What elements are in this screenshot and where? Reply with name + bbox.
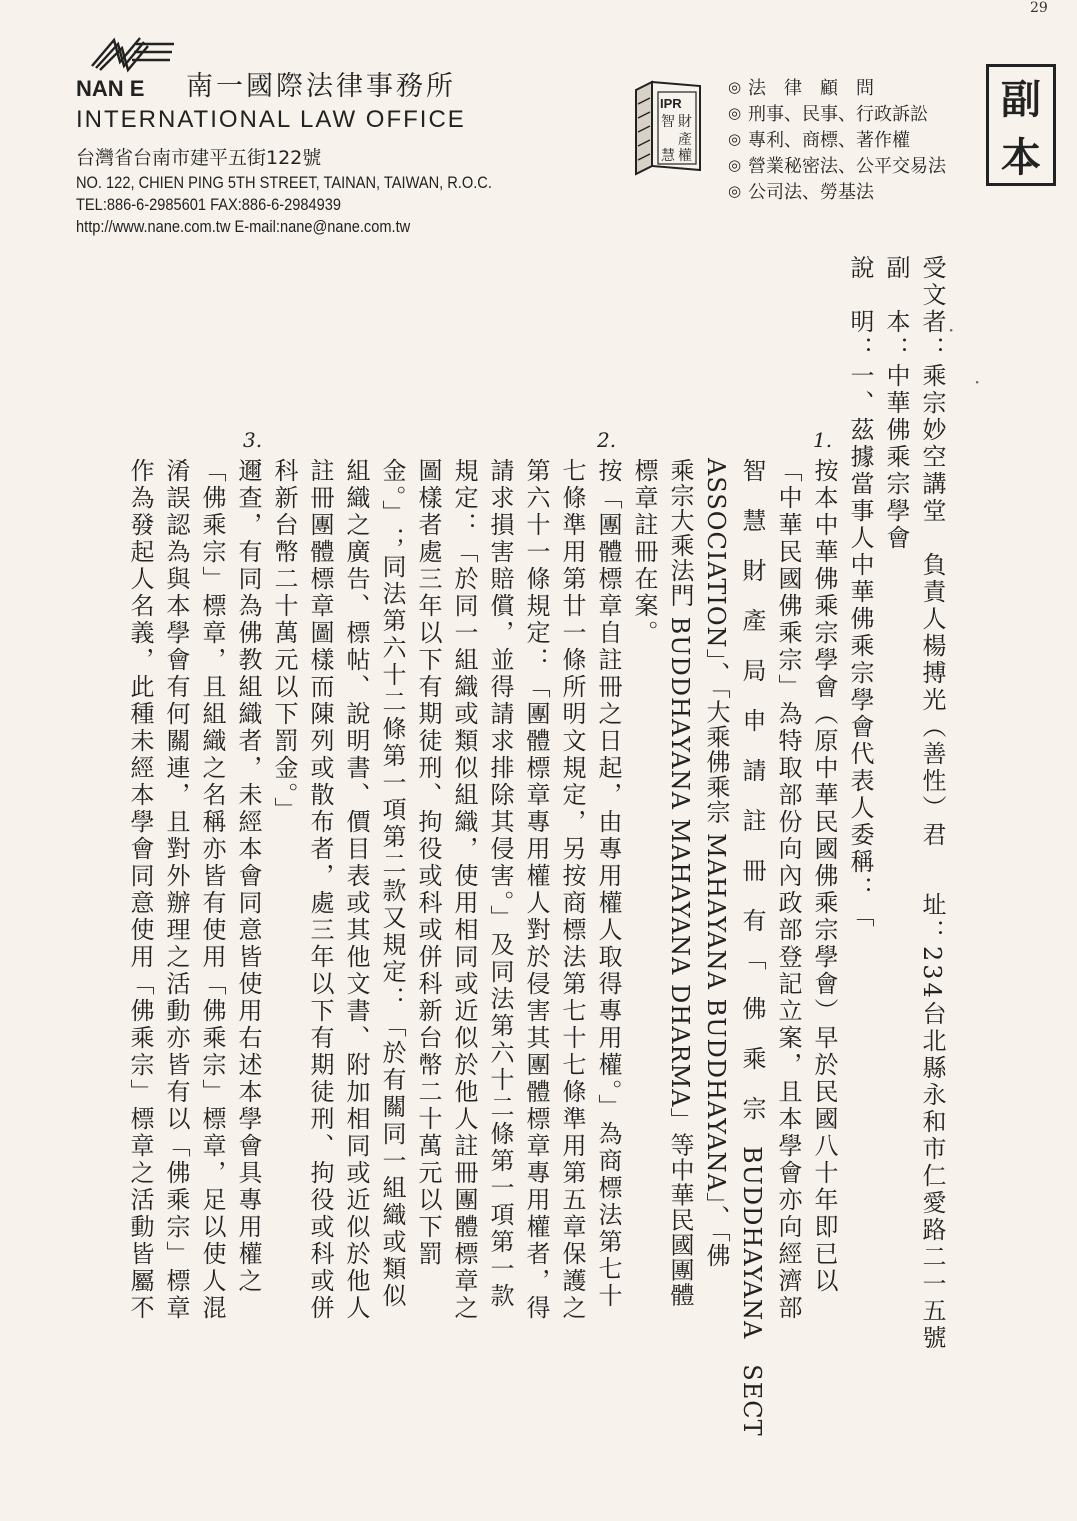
paragraph-number: 2. <box>597 428 617 452</box>
paragraph-line: 科新台幣二十萬元以下罰金。」 <box>270 458 298 824</box>
svg-text:IPR: IPR <box>660 96 682 111</box>
copy-stamp: 副 本 <box>986 64 1056 186</box>
scan-speck: · <box>948 318 955 342</box>
bullet-icon: ◎ <box>728 130 742 148</box>
service-item: ◎ 營業秘密法、公平交易法 <box>728 156 946 177</box>
page-corner-mark: 29 <box>1030 0 1048 16</box>
paragraph-line: 組織之廣告、標帖、說明書、價目表或其他文書、附加相同或近似於他人 <box>342 458 370 1322</box>
recipient-line: 受文者：乘宗妙空講堂 負責人楊搏光（善性）君 <box>918 255 946 849</box>
firm-name: 南一國際法律事務所 <box>186 71 456 102</box>
service-item: ◎ 公司法、勞基法 <box>728 182 874 203</box>
paragraph-line: 圖樣者處三年以下有期徒刑、拘役或科或併科新台幣二十萬元以下罰 <box>414 458 442 1268</box>
svg-text:智: 智 <box>661 114 675 130</box>
paragraph-line: 第六十一條規定：「團體標章專用權人對於侵害其團體標章專用權者，得 <box>522 458 550 1322</box>
firm-name-en: INTERNATIONAL LAW OFFICE <box>76 106 466 133</box>
paragraph-line: 「中華民國佛乘宗」為特取部份向內政部登記立案，且本學會亦向經濟部 <box>774 458 802 1322</box>
bullet-icon: ◎ <box>728 182 742 200</box>
paragraph-line: 註冊團體標章圖樣而陳列或散布者，處三年以下有期徒刑、拘役或科或併 <box>306 458 334 1322</box>
paragraph-line: 按「團體標章自註冊之日起，由專用權人取得專用權。」為商標法第七十 <box>594 458 622 1310</box>
firm-address-en: NO. 122, CHIEN PING 5TH STREET, TAINAN, TAIWAN, R.O.C. <box>76 173 492 192</box>
address-line: 址：234台北縣永和市仁愛路二一五號 <box>918 892 946 1352</box>
ipr-book-icon <box>630 80 706 176</box>
paragraph-line: 邇查，有同為佛教組織者，未經本會同意皆使用右述本學會具專用權之 <box>234 458 262 1295</box>
service-item: ◎ 刑事、民事、行政訴訟 <box>728 104 928 125</box>
scan-speck: · <box>974 370 981 394</box>
intro-line: 說 明：一、茲據當事人中華佛乘宗學會代表人委稱：「 <box>846 255 874 930</box>
svg-text:財: 財 <box>678 114 692 130</box>
paragraph-line: 標章註冊在案。 <box>630 458 658 647</box>
paragraph-line: 請求損害賠償，並得請求排除其侵害。」及同法第六十二條第一項第一款 <box>486 458 514 1310</box>
firm-phone-fax: TEL:886-6-2985601 FAX:886-6-2984939 <box>76 195 341 214</box>
paragraph-line: 「佛乘宗」標章，且組織之名稱亦皆有使用「佛乘宗」標章，足以使人混 <box>198 458 226 1322</box>
paragraph-line: 乘宗大乘法門 BUDDHAYANA MAHAYANA DHARMA」等中華民國團體 <box>666 458 694 1308</box>
paragraph-number: 3. <box>243 428 263 452</box>
svg-text:權: 權 <box>678 148 692 164</box>
paragraph-line: 規定：「於同一組織或類似組織，使用相同或近似於他人註冊團體標章之 <box>450 458 478 1322</box>
paragraph-line: 作為發起人名義，此種未經本學會同意使用「佛乘宗」標章之活動皆屬不 <box>126 458 154 1322</box>
services-list <box>728 74 986 204</box>
firm-logo <box>74 34 192 100</box>
copy-line: 副 本：中華佛乘宗學會 <box>882 255 910 552</box>
paragraph-line: 金。」；同法第六十二條第一項第二款又規定：「於有關同一組織或類似 <box>378 458 406 1310</box>
bullet-icon: ◎ <box>728 104 742 122</box>
paragraph-line: 七條準用第廿一條所明文規定，另按商標法第七十七條準用第五章保護之 <box>558 458 586 1322</box>
service-item: ◎ 專利、商標、著作權 <box>728 130 910 151</box>
bullet-icon: ◎ <box>728 78 742 96</box>
logo-text: NAN E <box>76 76 145 100</box>
firm-web-email: http://www.nane.com.tw E-mail:nane@nane.com.tw <box>76 217 411 236</box>
firm-address-zh: 台灣省台南市建平五街122號 <box>76 147 322 169</box>
paragraph-line: 按本中華佛乘宗學會（原中華民國佛乘宗學會）早於民國八十年即已以 <box>810 458 838 1295</box>
bullet-icon: ◎ <box>728 156 742 174</box>
paragraph-line: 淆誤認為與本學會有何關連，且對外辦理之活動亦皆有以「佛乘宗」標章 <box>162 458 190 1322</box>
service-item: ◎ 法 律 顧 問 <box>728 78 874 99</box>
paragraph-number: 1. <box>813 428 833 452</box>
svg-text:產: 產 <box>678 132 692 148</box>
paragraph-line: ASSOCIATION」、「大乘佛乘宗 MAHAYANA BUDDHAYANA」、「佛 <box>702 458 730 1268</box>
paragraph-line: 智 慧 財 產 局 申 請 註 冊 有 「 佛 乘 宗 BUDDHAYANA SECT <box>738 458 766 1437</box>
svg-text:慧: 慧 <box>661 148 675 164</box>
